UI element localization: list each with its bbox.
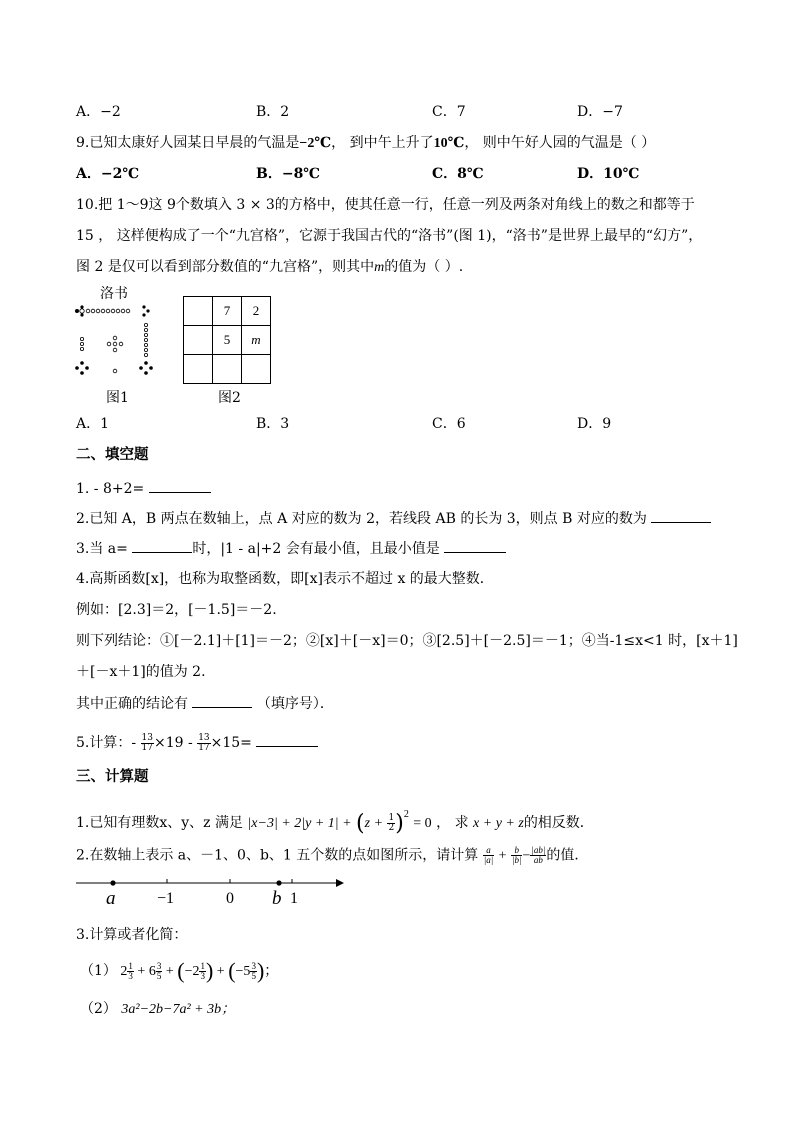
- s2-q5-text-a: 5.计算：-: [76, 735, 137, 751]
- answer-blank[interactable]: [149, 479, 211, 493]
- section-3-heading: 三、计算题: [76, 768, 149, 785]
- grid-cell-m: m: [242, 326, 271, 355]
- s2-q1: [76, 479, 211, 498]
- q9-morning-temp: −2℃: [299, 136, 332, 151]
- answer-blank[interactable]: [256, 733, 318, 747]
- s2-q4-line-1: 4.高斯函数[x]，也称为取整函数，即[x]表示不超过 x 的最大整数．: [76, 571, 494, 587]
- s3-q3-2: [80, 1000, 235, 1019]
- point-b: [276, 880, 281, 885]
- q10-option-c: C．6: [432, 416, 466, 432]
- s2-q3: [76, 539, 506, 558]
- luoshu-top-row: [80, 309, 130, 313]
- section-2-heading: 二、填空题: [76, 446, 149, 463]
- q9-option-a: A．−2℃: [76, 166, 140, 182]
- answer-blank[interactable]: [132, 539, 192, 553]
- answer-blank[interactable]: [192, 694, 252, 708]
- s3-q1-end: 的相反数．: [523, 815, 594, 831]
- minus-sign: −: [522, 848, 531, 864]
- s3-q3-2-expr: 3a²−2b−7a² + 3b；: [121, 1002, 236, 1017]
- number-line: [74, 872, 354, 912]
- semicolon: ；: [264, 964, 279, 979]
- s3-q2-text: 2.在数轴上表示 a、－1、0、b、1 五个数的点如图所示，请计算: [76, 847, 479, 864]
- s2-q2: [76, 509, 711, 528]
- q9-text-2: ， 到中午上升了: [331, 135, 434, 151]
- grid-cell: 2: [242, 297, 271, 326]
- s3-q1-text: 1.已知有理数x、y、z 满足: [76, 815, 243, 831]
- mixed-number: −5 $\frac{3}{5}$: [235, 961, 256, 982]
- q10-line-2: 15 ， 这样便构成了一个“九宫格”，它源于我国古代的“洛书”(图 1)，“洛书”是世界上最早的“幻方”，: [76, 228, 703, 244]
- grid-cell: 7: [213, 297, 242, 326]
- s2-q1-text: 1. - 8+2=: [76, 481, 145, 497]
- q9-option-c: C．8℃: [432, 166, 484, 182]
- q9-text-1: 9.已知太康好人园某日早晨的气温是: [76, 135, 300, 151]
- fraction-13-17: $\frac{13}{17}$: [141, 732, 153, 753]
- s2-q5: [76, 733, 318, 753]
- luoshu-right-column: [144, 323, 147, 356]
- s3-q1-expr: |x−3| + 2|y + 1| +: [247, 816, 352, 831]
- luoshu-figure: [74, 303, 164, 383]
- label-minus-one: −1: [157, 890, 175, 907]
- q9-stem: [76, 134, 655, 153]
- grid-cell: [184, 297, 213, 326]
- q9-option-b: B．−8℃: [256, 166, 321, 182]
- luoshu-bottom-left: [75, 361, 89, 375]
- s3-q1-text-2: ， 求: [436, 815, 469, 831]
- s3-q1: [76, 806, 594, 836]
- fraction-abs-ab-over-ab: $\frac{|ab|}{ab}$: [531, 845, 546, 865]
- plus-sign: +: [165, 964, 174, 979]
- plus-sign: +: [216, 964, 225, 979]
- luoshu-center: [107, 336, 123, 352]
- fig1-caption: 图1: [106, 390, 129, 406]
- grid-row: [184, 355, 271, 384]
- point-a: [110, 880, 115, 885]
- s2-q5-text-b: ×19 -: [154, 735, 193, 751]
- left-paren: (: [177, 958, 185, 983]
- right-paren: ): [395, 811, 404, 836]
- q8-option-a: A．−2: [76, 104, 121, 120]
- grid-cell: [184, 355, 213, 384]
- answer-blank[interactable]: [651, 509, 711, 523]
- q8-option-b: B．2: [256, 104, 290, 120]
- q9-text-3: ， 则中午好人园的气温是（ ）: [464, 135, 656, 151]
- answer-blank[interactable]: [444, 539, 506, 553]
- fig2-caption: 图2: [218, 390, 241, 406]
- s2-q4-line-4: ＋[－x＋1]的值为 2.: [76, 664, 206, 680]
- plus-sign: +: [498, 848, 507, 864]
- label-a: a: [106, 888, 116, 909]
- arrow-head: [336, 879, 344, 887]
- luoshu-top-right-mark: [142, 305, 149, 316]
- grid-cell: [213, 355, 242, 384]
- fraction-a-over-abs-a: $\frac{a}{|a|}$: [483, 845, 494, 865]
- grid-cell: [184, 326, 213, 355]
- fraction-13-17: $\frac{13}{17}$: [198, 732, 210, 753]
- fraction-b-over-abs-b: $\frac{b}{|b|}$: [512, 845, 522, 865]
- grid-cell: 5: [213, 326, 242, 355]
- label-one: 1: [290, 890, 298, 907]
- s2-q4-text-b: （填序号）．: [256, 696, 334, 712]
- s3-q3-1: [80, 958, 279, 983]
- magic-square-grid: [183, 296, 271, 384]
- s3-q2: [76, 846, 588, 866]
- s3-q1-z: z +: [364, 816, 384, 831]
- luoshu-bottom-center: [113, 369, 117, 373]
- plus-sign: +: [137, 964, 146, 979]
- q8-option-c: C．7: [432, 104, 466, 120]
- s3-q1-eq: = 0: [413, 816, 432, 831]
- luoshu-top-left-mark: [75, 305, 84, 316]
- right-paren: ): [256, 958, 265, 983]
- q9-option-d: D．10℃: [577, 166, 640, 182]
- left-paren: (: [356, 811, 365, 836]
- s2-q4-line-5: [76, 694, 334, 713]
- s2-q4-text-a: 其中正确的结论有: [76, 696, 188, 712]
- s2-q5-text-c: ×15=: [210, 735, 252, 751]
- s3-q3-2-label: （2）: [80, 1001, 117, 1017]
- s3-q3: 3.计算或者化简：: [76, 927, 188, 943]
- q9-rise: 10℃: [433, 136, 465, 151]
- grid-row: [184, 326, 271, 355]
- mixed-number: 6 $\frac{3}{5}$: [148, 961, 162, 982]
- s2-q3-text-a: 3.当 a=: [76, 541, 128, 557]
- s3-q2-end: 的值．: [546, 847, 589, 864]
- q10-line-3: [76, 258, 463, 277]
- q10-m-symbol: m: [374, 260, 385, 275]
- luoshu-title: 洛书: [100, 286, 128, 302]
- left-paren: (: [228, 958, 236, 983]
- s2-q4-line-2: 例如：[2.3]＝2，[－1.5]＝－2.: [76, 602, 277, 618]
- s2-q2-text: 2.已知 A，B 两点在数轴上，点 A 对应的数为 2，若线段 AB 的长为 3，则点 B 对应的数为: [76, 511, 647, 527]
- q10-option-d: D．9: [577, 416, 612, 432]
- q8-option-d: D．−7: [577, 104, 623, 120]
- s3-q1-target: x + y + z: [473, 816, 524, 831]
- right-paren: ): [205, 958, 214, 983]
- q10-option-b: B．3: [256, 416, 290, 432]
- s2-q3-text-b: 时，|1 - a|+2 会有最小值，且最小值是: [192, 541, 440, 557]
- mixed-number: −2 $\frac{1}{3}$: [184, 961, 205, 982]
- q10-line-3-text: 图 2 是仅可以看到部分数值的“九宫格”，则其中: [76, 259, 375, 275]
- q10-line-3-end: 的值为（ ）.: [384, 259, 464, 275]
- luoshu-bottom-right: [139, 361, 153, 375]
- label-zero: 0: [226, 890, 234, 907]
- label-b: b: [272, 888, 282, 909]
- luoshu-left-column: [80, 337, 83, 350]
- q10-option-a: A．1: [76, 416, 110, 432]
- s2-q4-line-3: 则下列结论：①[－2.1]＋[1]＝－2；②[x]＋[－x]＝0；③[2.5]＋[－2.5]＝－1；④当-1≤x<1 时，[x＋1]: [76, 633, 738, 649]
- exponent: 2: [403, 809, 409, 820]
- s3-q3-1-label: （1）: [80, 963, 117, 979]
- fraction-one-half: $\frac{1}{2}$: [388, 812, 395, 833]
- grid-cell: [242, 355, 271, 384]
- mixed-number: 2 $\frac{1}{3}$: [120, 961, 133, 982]
- q10-line-1: 10.把 1～9这 9个数填入 3 × 3的方格中，使其任意一行，任意一列及两条对角线上的数之和都等于: [76, 197, 695, 213]
- grid-row: [184, 297, 271, 326]
